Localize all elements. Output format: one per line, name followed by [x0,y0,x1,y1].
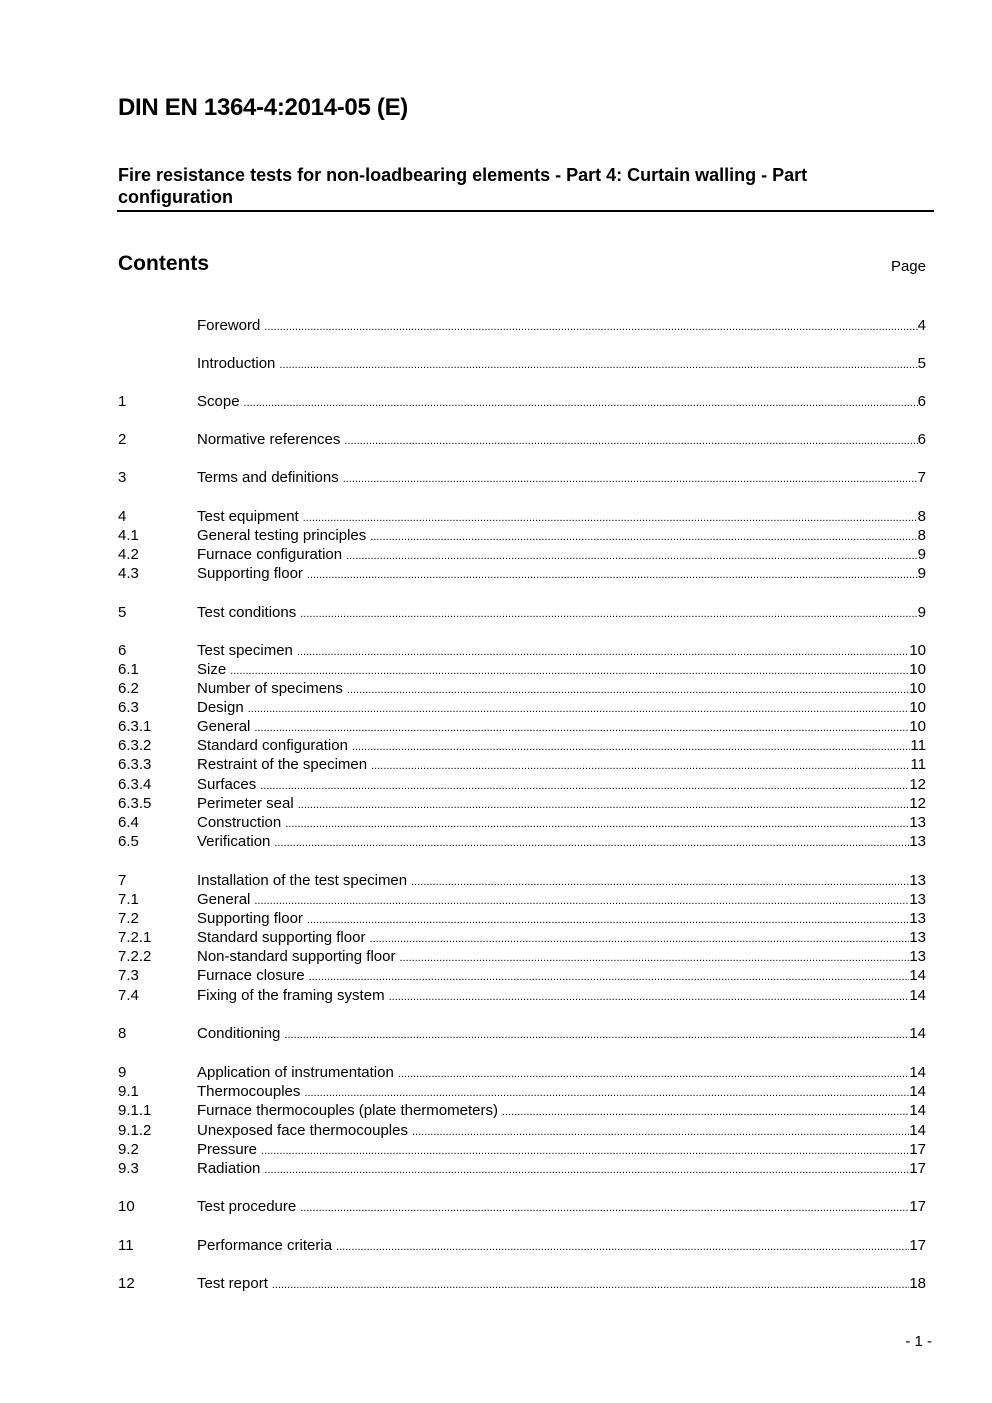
toc-dot-leader [300,1199,909,1218]
toc-entry-title: Supporting floor [197,565,303,582]
toc-entry[interactable] [118,468,926,487]
toc-dot-leader [389,988,910,1007]
toc-entry-number: 6.1 [118,661,139,678]
toc-dot-leader [300,605,917,624]
toc-entry-page: 6 [917,393,926,410]
toc-entry-number: 12 [118,1275,135,1292]
toc-dot-leader [343,470,918,489]
toc-entry-page: 11 [910,756,926,773]
toc-entry[interactable] [118,1121,926,1140]
toc-entry-number: 5 [118,604,127,621]
toc-dot-leader [244,394,918,413]
toc-entry-number: 10 [118,1198,135,1215]
toc-entry[interactable] [118,775,926,794]
toc-dot-leader [502,1103,909,1122]
toc-entry-number: 1 [118,393,127,410]
toc-entry[interactable] [118,1024,926,1043]
toc-entry[interactable] [118,545,926,564]
toc-entry-page: 17 [909,1198,926,1215]
toc-dot-leader [279,356,917,375]
toc-entry-title: Design [197,699,244,716]
toc-entry-title: Test conditions [197,604,297,621]
toc-entry[interactable] [118,1159,926,1178]
toc-entry[interactable] [118,736,926,755]
toc-entry-number: 6.3.1 [118,718,152,735]
toc-entry-title: Non-standard supporting floor [197,948,396,965]
toc-entry-title: Verification [197,833,271,850]
toc-entry-title: Fixing of the framing system [197,987,385,1004]
toc-entry-title: Perimeter seal [197,795,294,812]
toc-entry[interactable] [118,698,926,717]
toc-entry-number: 4.1 [118,527,139,544]
toc-entry-title: General [197,891,251,908]
toc-entry-page: 14 [909,1102,926,1119]
toc-entry[interactable] [118,507,926,526]
toc-entry-page: 7 [917,469,926,486]
toc-entry-number: 6.3.5 [118,795,152,812]
toc-dot-leader [274,834,909,853]
toc-entry-title: Normative references [197,431,341,448]
toc-entry-number: 7.1 [118,891,139,908]
toc-entry-number: 9.1.1 [118,1102,152,1119]
toc-entry[interactable] [118,660,926,679]
toc-entry-number: 4 [118,508,127,525]
toc-entry-number: 9.2 [118,1141,139,1158]
toc-entry-number: 7.3 [118,967,139,984]
toc-entry[interactable] [118,526,926,545]
toc-entry[interactable] [118,832,926,851]
page-column-heading: Page [890,258,926,275]
toc-entry-title: Thermocouples [197,1083,301,1100]
toc-entry-page: 6 [917,431,926,448]
toc-entry-number: 9 [118,1064,127,1081]
toc-entry-title: Restraint of the specimen [197,756,368,773]
toc-entry[interactable] [118,1082,926,1101]
toc-entry-page: 14 [909,1122,926,1139]
toc-entry-title: Size [197,661,227,678]
toc-entry-number: 6.2 [118,680,139,697]
toc-entry[interactable] [118,813,926,832]
toc-entry-page: 17 [909,1160,926,1177]
toc-entry-title: Number of specimens [197,680,343,697]
toc-entry-page: 10 [909,699,926,716]
toc-entry-title: Scope [197,393,240,410]
toc-entry-title: Performance criteria [197,1237,333,1254]
toc-entry[interactable] [118,928,926,947]
toc-entry[interactable] [118,986,926,1005]
toc-entry-page: 14 [909,1083,926,1100]
toc-entry-title: Pressure [197,1141,258,1158]
toc-entry-title: Unexposed face thermocouples [197,1122,408,1139]
toc-entry-title: Standard configuration [197,737,348,754]
toc-dot-leader [264,1161,909,1180]
document-id: DIN EN 1364-4:2014-05 (E) [118,94,408,121]
toc-entry-number: 8 [118,1025,127,1042]
toc-entry[interactable] [118,679,926,698]
toc-entry-page: 8 [917,527,926,544]
toc-dot-leader [284,1026,909,1045]
toc-entry-page: 13 [909,948,926,965]
toc-entry-page: 14 [909,1064,926,1081]
toc-entry[interactable] [118,1140,926,1159]
toc-dot-leader [371,757,910,776]
toc-entry-number: 9.1 [118,1083,139,1100]
toc-entry[interactable] [118,392,926,411]
toc-entry-page: 17 [909,1141,926,1158]
toc-entry[interactable] [118,890,926,909]
toc-entry-title: General [197,718,251,735]
toc-entry-title: Introduction [197,355,276,372]
toc-entry[interactable] [118,641,926,660]
toc-entry-title: Installation of the test specimen [197,872,408,889]
toc-entry-page: 13 [909,910,926,927]
toc-entry-page: 17 [909,1237,926,1254]
toc-entry-number: 4.3 [118,565,139,582]
toc-entry-page: 13 [909,833,926,850]
toc-entry-page: 10 [909,642,926,659]
document-title: Fire resistance tests for non-loadbearing elements - Part 4: Curtain walling - Part configuration [118,165,808,207]
toc-entry-page: 13 [909,872,926,889]
toc-entry[interactable] [118,603,926,622]
toc-entry-number: 6.3 [118,699,139,716]
toc-entry-page: 14 [909,967,926,984]
toc-entry-page: 14 [909,1025,926,1042]
toc-entry-number: 7 [118,872,127,889]
toc-entry-page: 9 [917,546,926,563]
toc-entry-page: 10 [909,680,926,697]
toc-entry[interactable] [118,564,926,583]
toc-entry-title: Application of instrumentation [197,1064,394,1081]
toc-entry-number: 6.3.4 [118,776,152,793]
toc-entry-number: 9.3 [118,1160,139,1177]
toc-entry-title: General testing principles [197,527,367,544]
toc-dot-leader [344,432,917,451]
toc-entry-page: 18 [909,1275,926,1292]
toc-entry-title: Construction [197,814,282,831]
toc-entry-page: 10 [909,661,926,678]
toc-entry-number: 6.5 [118,833,139,850]
toc-dot-leader [309,968,910,987]
toc-entry-number: 6.3.3 [118,756,152,773]
toc-entry-page: 11 [910,737,926,754]
toc-entry-title: Foreword [197,317,261,334]
page-number: - 1 - [905,1333,932,1350]
toc-entry[interactable] [118,1274,926,1293]
toc-entry-title: Standard supporting floor [197,929,366,946]
toc-entry-title: Supporting floor [197,910,303,927]
toc-entry-title: Furnace closure [197,967,305,984]
toc-entry-number: 6 [118,642,127,659]
toc-entry[interactable] [118,755,926,774]
toc-entry-page: 13 [909,929,926,946]
toc-entry[interactable] [118,947,926,966]
toc-entry[interactable] [118,1197,926,1216]
contents-heading: Contents [118,252,209,275]
toc-dot-leader [264,318,917,337]
toc-entry-title: Surfaces [197,776,257,793]
toc-entry[interactable] [118,354,926,373]
toc-entry-page: 4 [917,317,926,334]
toc-entry-page: 8 [917,508,926,525]
toc-entry-number: 7.2 [118,910,139,927]
toc-entry-page: 10 [909,718,926,735]
toc-entry-page: 9 [917,565,926,582]
toc-entry[interactable] [118,1236,926,1255]
toc-entry-page: 12 [909,776,926,793]
toc-entry-number: 3 [118,469,127,486]
toc-entry-number: 6.3.2 [118,737,152,754]
toc-entry-number: 4.2 [118,546,139,563]
toc-entry[interactable] [118,909,926,928]
toc-entry-title: Furnace thermocouples (plate thermometers) [197,1102,498,1119]
toc-entry-page: 13 [909,814,926,831]
toc-entry[interactable] [118,430,926,449]
toc-entry-title: Conditioning [197,1025,281,1042]
toc-entry-title: Test specimen [197,642,293,659]
toc-entry-title: Test equipment [197,508,299,525]
toc-entry[interactable] [118,794,926,813]
toc-dot-leader [272,1276,909,1295]
toc-entry[interactable] [118,1101,926,1120]
toc-entry-title: Test procedure [197,1198,297,1215]
toc-entry-number: 11 [118,1237,134,1254]
toc-entry[interactable] [118,717,926,736]
toc-entry-number: 6.4 [118,814,139,831]
toc-entry-page: 14 [909,987,926,1004]
toc-entry-number: 7.4 [118,987,139,1004]
toc-entry-page: 13 [909,891,926,908]
toc-entry-title: Terms and definitions [197,469,339,486]
toc-entry-page: 5 [917,355,926,372]
toc-entry[interactable] [118,1063,926,1082]
toc-dot-leader [307,566,918,585]
toc-entry-title: Radiation [197,1160,261,1177]
toc-entry-number: 9.1.2 [118,1122,152,1139]
toc-dot-leader [336,1238,909,1257]
toc-entry-page: 9 [917,604,926,621]
toc-entry-page: 12 [909,795,926,812]
toc-entry-number: 7.2.2 [118,948,152,965]
toc-entry-number: 2 [118,431,127,448]
toc-entry-number: 7.2.1 [118,929,152,946]
toc-entry-title: Furnace configuration [197,546,343,563]
toc-entry[interactable] [118,966,926,985]
table-of-contents [118,0,926,1403]
toc-entry-title: Test report [197,1275,268,1292]
toc-entry[interactable] [118,316,926,335]
toc-entry[interactable] [118,871,926,890]
